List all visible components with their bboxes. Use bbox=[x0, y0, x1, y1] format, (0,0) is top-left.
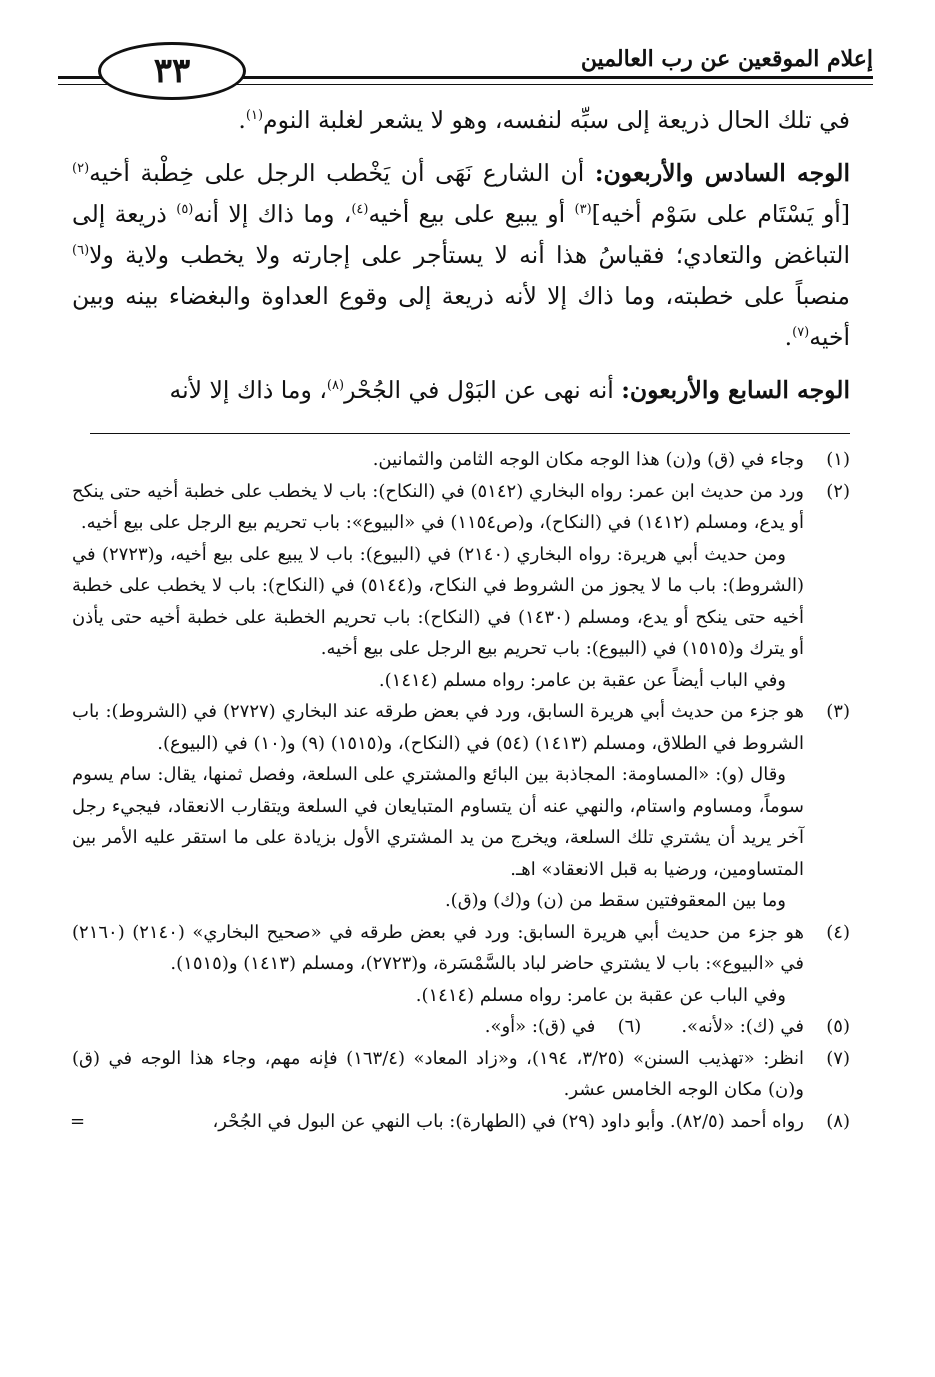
paragraph-1 bbox=[72, 100, 850, 141]
footnote-text: هو جزء من حديث أبي هريرة السابق، ورد في بعض طرقه عند البخاري (٢٧٢٧) في (الشروط): باب الشروط في الطلاق، ومسلم (١٤١٣) (٥٤) في (النكاح)، و(١٥١٥) (٩) و(١٠) في (البيوع). bbox=[72, 701, 804, 754]
footnote-7 bbox=[72, 1043, 850, 1106]
footnote-text: وفي الباب أيضاً عن عقبة بن عامر: رواه مسلم (١٤١٤). bbox=[378, 669, 786, 691]
footnote-text: ومن حديث أبي هريرة: رواه البخاري (٢١٤٠) في (البيوع): باب لا يبيع على بيع أخيه، و(٢٧٢٣) في (الشروط): باب ما لا يجوز من الشروط في النكاح، و(٥١٤٤) في (النكاح): باب لا يخطب على خطبة أخيه حتى ينكح أو يدع، ومسلم (١٤٣٠) في (النكاح): باب تحريم الخطبة على خطبة أخيه حتى يأذن أو يترك و(١٥١٥) في (البيوع): باب تحريم بيع الرجل على بيع أخيه. bbox=[72, 543, 804, 659]
footnote-text: انظر: «تهذيب السنن» (٣/٢٥، ١٩٤)، و«زاد المعاد» (١٦٣/٤) فإنه مهم، وجاء هذا الوجه في (ق) و(ن) مكان الوجه الخامس عشر. bbox=[72, 1047, 804, 1100]
footnote-ref[interactable]: (٧) bbox=[792, 325, 810, 341]
page-number: ٣٣ bbox=[153, 51, 191, 91]
footnote-text: وما بين المعقوفتين سقط من (ن) و(ك) و(ق). bbox=[444, 890, 786, 911]
footnote-8 bbox=[72, 1106, 850, 1138]
footnote-number: (٧) bbox=[826, 1047, 850, 1069]
footnote-text: في (ك): «لأنه». bbox=[681, 1016, 804, 1037]
footnote-number: (٥) bbox=[826, 1016, 850, 1037]
running-title: إعلام الموقعين عن رب العالمين bbox=[580, 46, 873, 72]
page-header bbox=[58, 20, 873, 100]
text-run: أنه نهى عن البَوْل في الجُحْر bbox=[344, 376, 622, 404]
footnote-text: وفي الباب عن عقبة بن عامر: رواه مسلم (١٤١٤). bbox=[415, 984, 786, 1006]
footnote-text: رواه أحمد (٨٢/٥). وأبو داود (٢٩) في (الطهارة): باب النهي عن البول في الجُحْر، bbox=[212, 1110, 804, 1132]
footnote-text: ورد من حديث ابن عمر: رواه البخاري (٥١٤٢) في (النكاح): باب لا يخطب على خطبة أخيه حتى ينكح أو يدع، ومسلم (١٤١٢) في (النكاح)، و(ص١١٥٤) في «البيوع»: باب تحريم بيع الرجل على بيع أخيه. bbox=[72, 480, 804, 533]
footnote-number: (٤) bbox=[826, 921, 850, 943]
text-run: أن الشارع نَهَى أن يَخْطب الرجل على خِطْبة أخيه bbox=[89, 159, 595, 187]
paragraph-aspect-46 bbox=[72, 153, 850, 358]
footnote-1 bbox=[72, 444, 850, 476]
footnote-ref[interactable]: (٣) bbox=[574, 202, 592, 218]
footnote-ref[interactable]: (٨) bbox=[326, 378, 345, 394]
text-run: . bbox=[238, 106, 246, 134]
text-run: في تلك الحال ذريعة إلى سبِّه لنفسه، وهو لا يشعر لغلبة النوم bbox=[263, 106, 850, 134]
footnote-5 bbox=[681, 1011, 850, 1043]
footnote-number: (٣) bbox=[826, 701, 850, 722]
footnote-ref[interactable]: (١) bbox=[245, 108, 264, 124]
footnote-number: (٨) bbox=[826, 1110, 850, 1132]
footnote-ref[interactable]: (٢) bbox=[72, 161, 90, 177]
footnote-text: وجاء في (ق) و(ن) هذا الوجه مكان الوجه الثامن والثمانين. bbox=[372, 449, 804, 470]
text-run: . bbox=[784, 323, 793, 351]
footnote-separator bbox=[90, 433, 850, 434]
paragraph-aspect-47 bbox=[72, 370, 850, 411]
footnotes bbox=[72, 444, 850, 1137]
footnote-3 bbox=[72, 696, 850, 917]
text-run: [أو يَسْتَام على سَوْم أخيه] bbox=[591, 200, 851, 228]
footnote-4 bbox=[72, 917, 850, 1012]
main-text bbox=[72, 100, 850, 411]
page-number-frame bbox=[98, 42, 246, 100]
text-run: ذريعة إلى التباغض والتعادي؛ فقياسُ هذا أنه لا يستأجر على إجارته ولا يخطب ولاية ولا bbox=[72, 200, 850, 269]
footnotes-5-6 bbox=[72, 1011, 850, 1043]
footnote-text: وقال (و): «المساومة: المجاذبة بين البائع والمشتري على السلعة، وفصل ثمنها، يقال: سام يسوم سوماً، ومساوم واستام، والنهي عنه أن يتساوم المتبايعان في السلعة ويتقارب الانعقاد، فيجيء رجل آخر يريد أن يشتري تلك السلعة، ويخرج من يد المشتري الأول بزيادة على ما استقر عليه الأمر بين المتساومين، ورضيا به قبل الانعقاد» اهـ. bbox=[72, 764, 804, 880]
text-run: منصباً على خطبته، وما ذاك إلا لأنه ذريعة إلى وقوع العداوة والبغضاء بينه وبين أخيه bbox=[72, 282, 850, 351]
footnote-number: (١) bbox=[826, 449, 850, 470]
footnote-6 bbox=[485, 1011, 642, 1043]
footnote-ref[interactable]: (٤) bbox=[351, 202, 369, 218]
footnote-number: (٦) bbox=[617, 1016, 642, 1037]
footnote-2 bbox=[72, 476, 850, 697]
footnote-ref[interactable]: (٥) bbox=[176, 202, 194, 218]
section-heading: الوجه السادس والأربعون: bbox=[594, 159, 850, 187]
footnote-ref[interactable]: (٦) bbox=[72, 243, 90, 259]
footnote-text: هو جزء من حديث أبي هريرة السابق: ورد في بعض طرقه في «صحيح البخاري» (٢١٤٠) (٢١٦٠) في «البيوع»: باب لا يشتري حاضر لباد بالسَّمْسَرة، و(٢٧٢٣)، ومسلم (١٤١٣) و(١٥١٥). bbox=[72, 921, 804, 974]
continuation-mark: = bbox=[70, 1110, 86, 1132]
footnote-text: في (ق): «أو». bbox=[484, 1016, 596, 1037]
footnote-number: (٢) bbox=[826, 480, 850, 502]
text-run: أو يبيع على بيع أخيه bbox=[368, 200, 575, 228]
text-run: ، وما ذاك إلا أنه bbox=[193, 200, 352, 228]
section-heading: الوجه السابع والأربعون: bbox=[621, 376, 850, 404]
text-run: ، وما ذاك إلا لأنه bbox=[169, 376, 327, 404]
